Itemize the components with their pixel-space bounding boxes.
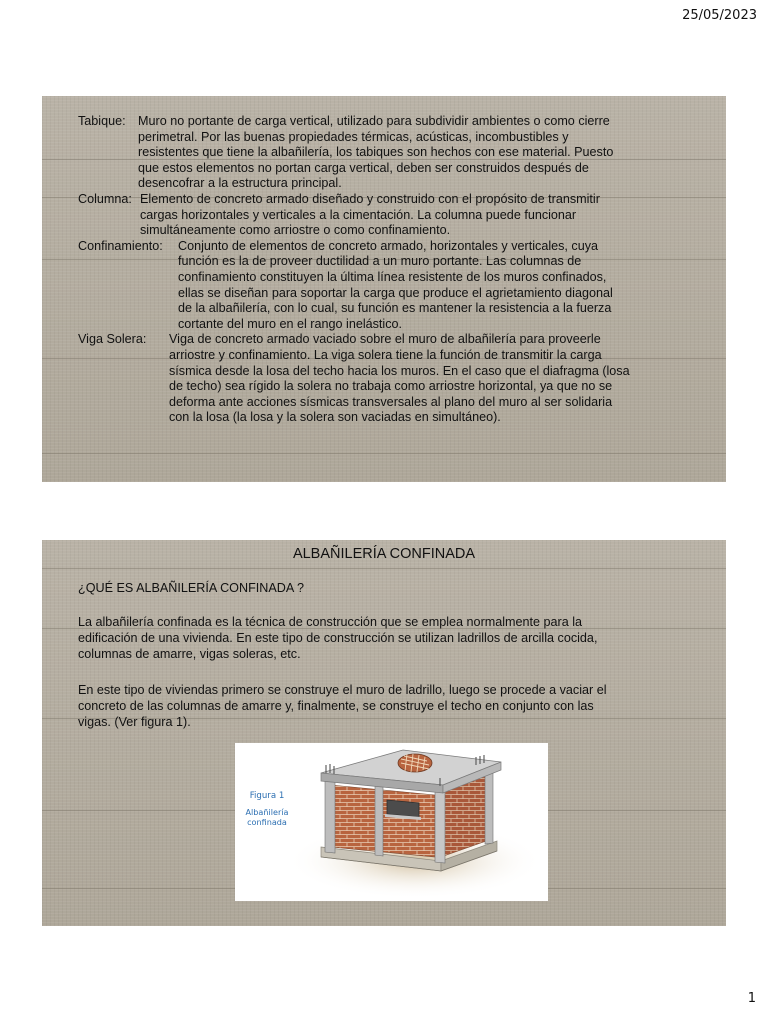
paragraph-line: En este tipo de viviendas primero se construye el muro de ladrillo, luego se procede a vaciar el bbox=[78, 683, 607, 697]
definition-line: ellas se diseñan para soportar la carga que produce el agrietamiento diagonal bbox=[178, 285, 613, 300]
definition-confinamiento bbox=[78, 239, 706, 333]
paragraph-line: vigas. (Ver figura 1). bbox=[78, 715, 191, 729]
definition-line: de techo) sea rígido la solera no trabaja como arriostre horizontal, ya que no se bbox=[169, 379, 613, 394]
definition-first-line: Muro no portante de carga vertical, utilizado para subdividir ambientes o como cierre bbox=[138, 114, 610, 128]
definition-first-line: Elemento de concreto armado diseñado y construido con el propósito de transmitir bbox=[140, 191, 600, 206]
paragraph-process bbox=[78, 682, 700, 730]
definition-tabique bbox=[78, 114, 706, 192]
definition-term: Viga Solera: bbox=[78, 332, 147, 347]
definition-line: cargas horizontales y verticales a la cimentación. La columna puede funcionar bbox=[140, 207, 577, 222]
paragraph-line: edificación de una vivienda. En este tipo de construcción se utilizan ladrillos de arcilla cocida, bbox=[78, 631, 598, 645]
definition-line: perimetral. Por las buenas propiedades térmicas, acústicas, incombustibles y bbox=[138, 129, 569, 144]
definition-line: arriostre y confinamiento. La viga solera tiene la función de transmitir la carga bbox=[169, 347, 602, 362]
page-date: 25/05/2023 bbox=[682, 8, 757, 23]
definition-line: de la albañilería, con lo cual, su función es mantener la resistencia a la fuerza bbox=[178, 301, 612, 316]
paragraph-line: La albañilería confinada es la técnica de construcción que se emplea normalmente para la bbox=[78, 615, 583, 629]
texture-rule bbox=[42, 568, 726, 569]
definition-line: con la losa (la losa y la solera son vaciadas en simultáneo). bbox=[169, 410, 501, 425]
definition-line: sísmica desde la losa del techo hacia los muros. En el caso que el diafragma (losa bbox=[169, 363, 630, 378]
column bbox=[485, 770, 493, 844]
definition-line: cortante del muro en el rango inelástico. bbox=[178, 316, 403, 331]
definition-first-line: Viga de concreto armado vaciado sobre el muro de albañilería para proveerle bbox=[169, 332, 601, 347]
figure-label: Figura 1 bbox=[249, 791, 285, 801]
definition-line: función es la de proveer ductilidad a un muro portante. Las columnas de bbox=[178, 254, 582, 269]
paragraph-definition bbox=[78, 614, 700, 662]
figure-caption-line: Albañilería bbox=[245, 807, 289, 817]
definition-line: desencofrar a la estructura principal. bbox=[138, 176, 342, 191]
definition-line: resistentes que tiene la albañilería, los tabiques son hechos con ese material. Puesto bbox=[138, 145, 614, 160]
slide-definitions bbox=[42, 96, 726, 482]
definition-first-line: Conjunto de elementos de concreto armado, horizontales y verticales, cuya bbox=[178, 238, 599, 253]
definition-line: confinamiento constituyen la última línea resistente de los muros confinados, bbox=[178, 269, 607, 284]
column bbox=[375, 783, 383, 856]
slide-title: ALBAÑILERÍA CONFINADA bbox=[292, 546, 476, 562]
definition-viga-solera bbox=[78, 332, 706, 426]
column bbox=[435, 789, 445, 863]
definition-line: que estos elementos no portan carga vertical, deben ser construidos después de bbox=[138, 160, 589, 175]
definition-term: Tabique: bbox=[78, 114, 126, 128]
figure-caption-line: confinada bbox=[247, 817, 287, 827]
texture-rule bbox=[42, 453, 726, 454]
definition-term: Columna: bbox=[78, 191, 132, 206]
definition-line: simultáneamente como arriostre o como confinamiento. bbox=[140, 223, 451, 238]
definition-columna bbox=[78, 192, 706, 239]
slide-albanileria-confinada bbox=[42, 540, 726, 926]
definitions-list bbox=[78, 114, 706, 426]
paragraph-line: concreto de las columnas de amarre y, finalmente, se construye el techo en conjunto con las bbox=[78, 699, 594, 713]
definition-line: deforma ante acciones sísmicas transversales al plano del muro al ser solidaria bbox=[169, 394, 613, 409]
figure-caption-text bbox=[239, 807, 295, 827]
slide-subtitle: ¿QUÉ ES ALBAÑILERÍA CONFINADA ? bbox=[78, 581, 305, 595]
window-opening bbox=[387, 800, 419, 817]
page-number: 1 bbox=[747, 991, 756, 1006]
definition-term: Confinamiento: bbox=[78, 238, 163, 253]
figure-caption bbox=[239, 791, 295, 827]
figure-confined-masonry bbox=[235, 743, 548, 901]
column bbox=[325, 777, 335, 853]
paragraph-line: columnas de amarre, vigas soleras, etc. bbox=[78, 647, 301, 661]
